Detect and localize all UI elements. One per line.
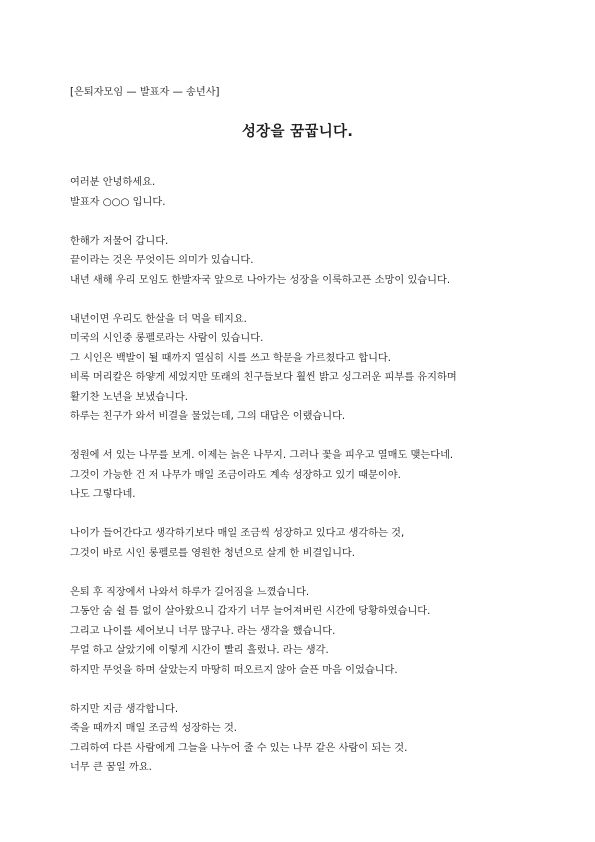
text-line: 그동안 숨 쉴 틈 없이 살아왔으니 갑자기 너무 늘어져버린 시간에 당황하였습니다. [70,606,431,617]
text-line: 나이가 들어간다고 생각하기보다 매일 조금씩 성장하고 있다고 생각하는 것, [70,528,405,539]
text-line: 그것이 가능한 건 저 나무가 매일 조금이라도 계속 성장하고 있기 때문이야. [70,469,401,481]
document-header: [은퇴자모임 — 발표자 — 송년사] [70,87,220,98]
text-line: 그리하여 다른 사람에게 그늘을 나누어 줄 수 있는 나무 같은 사람이 되는 것. [70,742,408,754]
text-line: 정원에 서 있는 나무를 보게. 이제는 늙은 나무지. 그러나 꽃을 피우고 열매도 맺는다네. [70,450,454,461]
text-line: 미국의 시인중 롱펠로라는 사람이 있습니다. [70,333,264,344]
text-line: 너무 큰 꿈일 까요. [70,762,152,773]
text-line: 하지만 지금 생각합니다. [70,703,179,715]
text-line: 여러분 안녕하세요. [70,177,156,188]
paragraph-greeting [70,173,540,212]
text-line: 그 시인은 백발이 될 때까지 열심히 시를 쓰고 학문을 가르쳤다고 합니다. [70,352,392,364]
text-line: 그리고 나이를 세어보니 너무 많구나. 라는 생각을 했습니다. [70,625,336,637]
text-line: 비록 머리칼은 하얗게 세었지만 또래의 친구들보다 훨씬 밝고 싱그러운 피부를 유지하며 [70,372,457,383]
text-line: 그것이 바로 시인 롱펠로를 영원한 청년으로 살게 한 비결입니다. [70,547,356,559]
paragraph-longfellow [70,310,540,427]
text-line: 내년 새해 우리 모임도 한발자국 앞으로 나아가는 성장을 이룩하고픈 소망이 있습니다. [70,274,451,286]
text-line: 하지만 무엇을 하며 살았는지 마땅히 떠오르지 않아 슬픈 마음 이었습니다. [70,664,398,676]
paragraph-tree-quote [70,446,540,505]
text-line: 내년이면 우리도 한살을 더 먹을 테지요. [70,313,247,325]
paragraph-closing [70,700,540,778]
text-line: 발표자 ○○○ 입니다. [70,196,166,208]
text-line: 한해가 저물어 갑니다. [70,235,169,247]
text-line: 나도 그렇다네. [70,489,136,500]
text-line: 무얼 하고 살았기에 이렇게 시간이 빨리 흘렀나. 라는 생각. [70,645,329,656]
paragraph-year-end [70,232,540,291]
paragraph-retirement [70,583,540,681]
document-title: 성장을 꿈꿉니다. [241,124,354,140]
document-body [70,173,540,797]
text-line: 죽을 때까지 매일 조금씩 성장하는 것. [70,723,238,734]
paragraph-secret [70,524,540,563]
text-line: 끝이라는 것은 무엇이든 의미가 있습니다. [70,255,254,266]
text-line: 활기찬 노년을 보냈습니다. [70,391,188,403]
text-line: 은퇴 후 직장에서 나와서 하루가 길어짐을 느꼈습니다. [70,586,310,598]
text-line: 하루는 친구가 와서 비결을 물었는데, 그의 대답은 이랬습니다. [70,411,346,422]
